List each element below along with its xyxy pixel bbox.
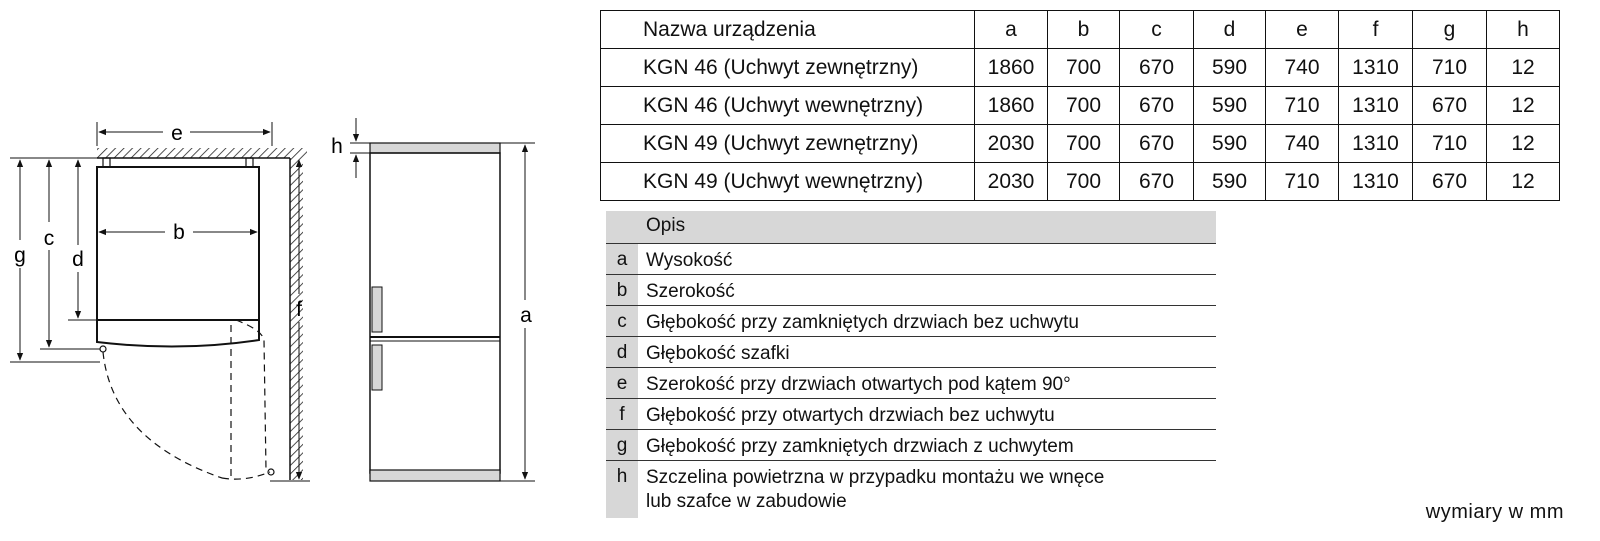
legend-header <box>606 211 1216 243</box>
value-c: 670 <box>1120 49 1194 87</box>
value-d: 590 <box>1194 163 1266 201</box>
header-col-d: d <box>1194 11 1266 49</box>
value-g: 670 <box>1413 87 1487 125</box>
header-col-e: e <box>1266 11 1339 49</box>
wall-top <box>97 148 307 158</box>
header-col-f: f <box>1339 11 1413 49</box>
legend-item-f <box>606 398 1216 429</box>
value-e: 710 <box>1266 87 1339 125</box>
legend-item-d <box>606 336 1216 367</box>
dimension-label-a: a <box>520 304 532 327</box>
model-name: KGN 46 (Uchwyt wewnętrzny) <box>601 87 975 125</box>
legend-item-h <box>606 460 1216 518</box>
value-b: 700 <box>1048 163 1120 201</box>
value-c: 670 <box>1120 87 1194 125</box>
legend-letter: h <box>606 461 638 518</box>
value-f: 1310 <box>1339 163 1413 201</box>
value-h: 12 <box>1487 87 1560 125</box>
model-name: KGN 49 (Uchwyt zewnętrzny) <box>601 125 975 163</box>
header-col-a: a <box>975 11 1048 49</box>
value-h: 12 <box>1487 163 1560 201</box>
legend-header-blank <box>606 211 638 243</box>
legend-text: Głębokość przy zamkniętych drzwiach z uchwytem <box>646 436 1074 457</box>
value-g: 710 <box>1413 49 1487 87</box>
model-name: KGN 49 (Uchwyt wewnętrzny) <box>601 163 975 201</box>
header-col-g: g <box>1413 11 1487 49</box>
table-row <box>601 87 1560 125</box>
value-e: 740 <box>1266 49 1339 87</box>
legend-header-label: Opis <box>638 211 1216 243</box>
value-d: 590 <box>1194 87 1266 125</box>
header-col-h: h <box>1487 11 1560 49</box>
dimension-label-d: d <box>72 248 84 271</box>
value-b: 700 <box>1048 125 1120 163</box>
value-b: 700 <box>1048 49 1120 87</box>
dimension-e <box>97 122 272 146</box>
value-h: 12 <box>1487 49 1560 87</box>
dimension-label-h: h <box>331 135 343 158</box>
value-f: 1310 <box>1339 125 1413 163</box>
dimension-label-c: c <box>43 227 55 250</box>
legend-letter: g <box>606 430 638 460</box>
fridge-top-view <box>97 158 274 479</box>
legend-item-c <box>606 305 1216 336</box>
dimension-drawing <box>0 0 590 541</box>
value-b: 700 <box>1048 87 1120 125</box>
legend-letter: f <box>606 399 638 429</box>
value-e: 740 <box>1266 125 1339 163</box>
value-f: 1310 <box>1339 87 1413 125</box>
legend-item-b <box>606 274 1216 305</box>
legend-text: Szerokość <box>646 281 735 302</box>
legend-table <box>606 211 1216 518</box>
legend-item-a <box>606 243 1216 274</box>
dimension-h <box>350 118 370 178</box>
table-row <box>601 163 1560 201</box>
value-g: 670 <box>1413 163 1487 201</box>
value-g: 710 <box>1413 125 1487 163</box>
value-h: 12 <box>1487 125 1560 163</box>
model-name: KGN 46 (Uchwyt zewnętrzny) <box>601 49 975 87</box>
legend-letter: d <box>606 337 638 367</box>
value-c: 670 <box>1120 163 1194 201</box>
fridge-side-view <box>370 143 500 481</box>
table-row <box>601 49 1560 87</box>
legend-text-line-2: lub szafce w zabudowie <box>646 491 847 512</box>
legend-text <box>638 461 1216 518</box>
table-header-row <box>601 11 1560 49</box>
value-a: 2030 <box>975 125 1048 163</box>
dimension-label-e: e <box>171 122 183 145</box>
value-c: 670 <box>1120 125 1194 163</box>
legend-item-e <box>606 367 1216 398</box>
value-a: 2030 <box>975 163 1048 201</box>
legend-item-g <box>606 429 1216 460</box>
value-a: 1860 <box>975 49 1048 87</box>
header-col-c: c <box>1120 11 1194 49</box>
legend-letter: a <box>606 244 638 274</box>
legend-text: Głębokość szafki <box>646 343 790 364</box>
dimension-label-b: b <box>173 221 185 244</box>
legend-text: Głębokość przy otwartych drzwiach bez uchwytu <box>646 405 1055 426</box>
units-note: wymiary w mm <box>1425 501 1564 523</box>
legend-text: Głębokość przy zamkniętych drzwiach bez uchwytu <box>646 312 1079 333</box>
value-d: 590 <box>1194 49 1266 87</box>
value-e: 710 <box>1266 163 1339 201</box>
value-d: 590 <box>1194 125 1266 163</box>
models-dimension-table <box>600 10 1560 201</box>
value-a: 1860 <box>975 87 1048 125</box>
table-row <box>601 125 1560 163</box>
legend-letter: e <box>606 368 638 398</box>
value-f: 1310 <box>1339 49 1413 87</box>
legend-letter: c <box>606 306 638 336</box>
legend-text: Szerokość przy drzwiach otwartych pod kątem 90° <box>646 374 1071 395</box>
legend-letter: b <box>606 275 638 305</box>
header-device-name: Nazwa urządzenia <box>601 11 975 49</box>
dimension-label-f: f <box>296 298 302 321</box>
dimension-label-g: g <box>14 244 26 267</box>
legend-text-line-1: Szczelina powietrzna w przypadku montażu we wnęce <box>646 467 1105 488</box>
header-col-b: b <box>1048 11 1120 49</box>
legend-text: Wysokość <box>646 250 733 271</box>
